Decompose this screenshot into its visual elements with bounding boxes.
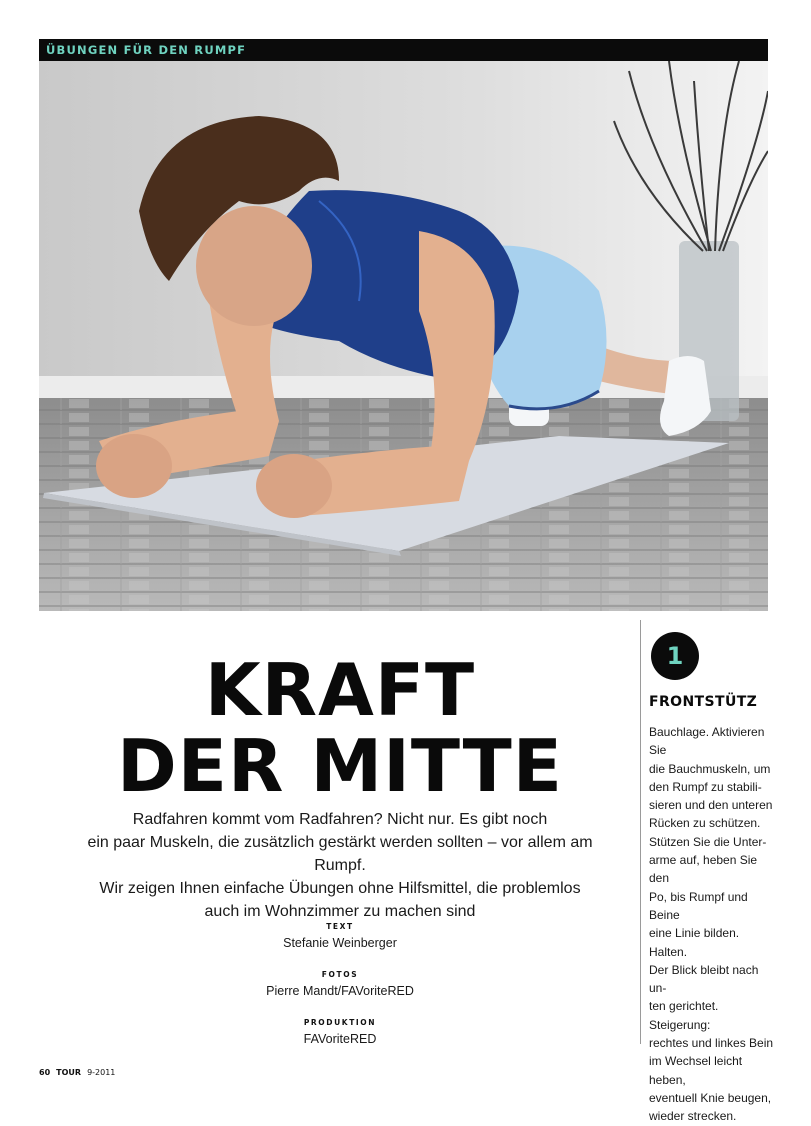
- headline-line-2: DER MITTE: [117, 724, 563, 808]
- issue-number: 9-2011: [87, 1068, 116, 1077]
- lead-line: Radfahren kommt vom Radfahren? Nicht nur. Es gibt noch: [132, 811, 548, 828]
- article-credits: [190, 922, 490, 1066]
- lead-line: ein paar Muskeln, die zusätzlich gestärkt werden sollten – vor allem am Rumpf.: [87, 834, 593, 874]
- credit-text: [190, 922, 490, 952]
- headline-line-1: KRAFT: [204, 648, 476, 732]
- exercise-photo: [39, 61, 768, 611]
- credit-production: [190, 1018, 490, 1048]
- lead-line: Wir zeigen Ihnen einfache Übungen ohne Hilfsmittel, die problemlos: [99, 880, 581, 897]
- lead-line: auch im Wohnzimmer zu machen sind: [204, 903, 476, 920]
- credit-value: Stefanie Weinberger: [283, 936, 397, 950]
- article-headline: [40, 648, 640, 808]
- exercise-description: Bauchlage. Aktivieren Sie die Bauchmuskeln, um den Rumpf zu stabili- sieren und den unteren Rücken zu schützen. Stützen Sie die Unter- arme auf, heben Sie den Po, bis Rumpf und Beine eine Linie bilden. Halten. Der Blick bleibt nach un- ten gerichtet. Steigerung: rechtes und linkes Bein im Wechsel leicht heben, eventuell Knie beugen, wieder strecken.: [649, 725, 774, 1124]
- credit-label: PRODUKTION: [303, 1018, 377, 1027]
- credit-value: Pierre Mandt/FAVoriteRED: [266, 984, 414, 998]
- exercise-number-badge: 1: [651, 632, 699, 680]
- page-number: 60: [39, 1068, 51, 1077]
- credit-photos: [190, 970, 490, 1000]
- credit-value: FAVoriteRED: [303, 1032, 377, 1046]
- page-footer: [39, 1068, 115, 1077]
- column-divider: [640, 620, 641, 1044]
- section-header: [39, 39, 768, 61]
- article-lead: [60, 808, 620, 923]
- exercise-title: FRONTSTÜTZ: [649, 694, 758, 710]
- credit-label: TEXT: [326, 922, 354, 931]
- section-title: ÜBUNGEN FÜR DEN RUMPF: [46, 43, 247, 57]
- credit-label: FOTOS: [321, 970, 359, 979]
- magazine-name: TOUR: [56, 1068, 82, 1077]
